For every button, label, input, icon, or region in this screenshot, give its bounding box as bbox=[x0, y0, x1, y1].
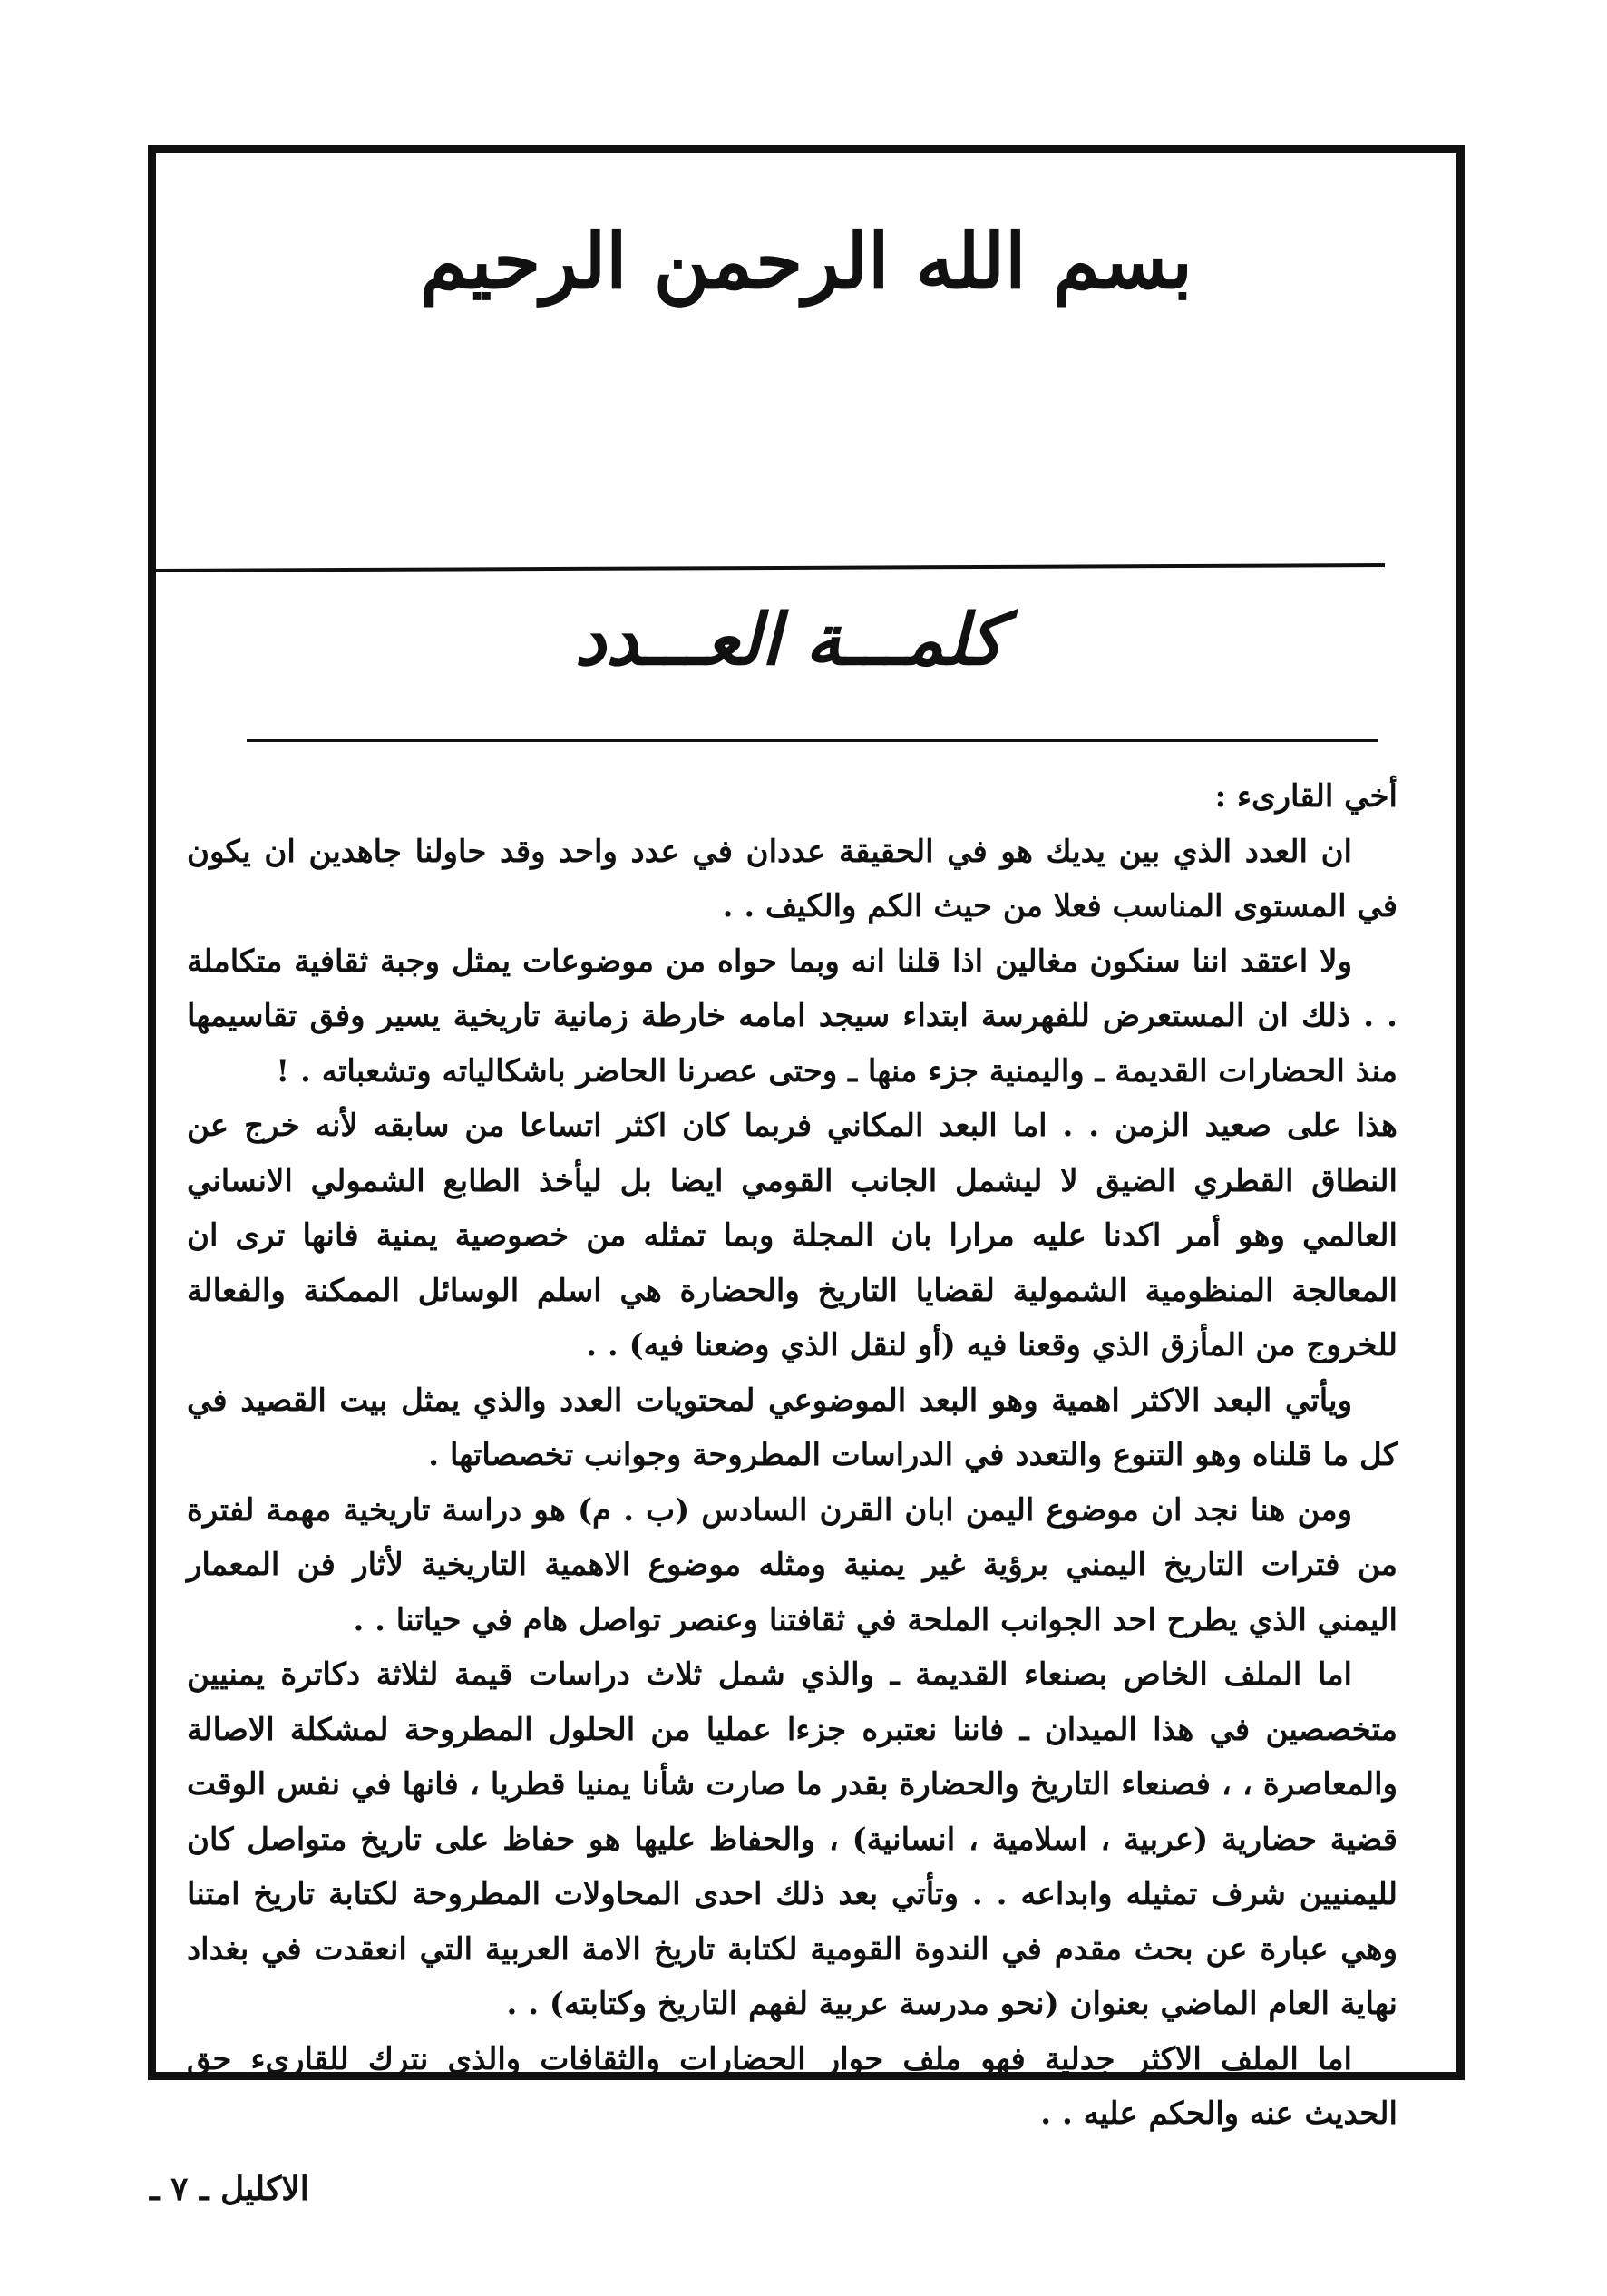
bottom-divider bbox=[247, 739, 1378, 742]
section-title: كلمـــة العـــدد bbox=[574, 599, 1004, 681]
paragraph-2: ولا اعتقد اننا سنكون مغالين اذا قلنا انه وبما حواه من موضوعات يمثل وجبة ثقافية متكاملة . . ذلك ان المستعرض للفهرسة ابتداء سيجد امامه خارطة زمانية تاريخية يسير وفق تقاسيمها منذ الحضارات القديمة ـ واليمنية جزء منها ـ وحتى عصرنا الحاضر باشكالياته وتشعباته . ! bbox=[187, 943, 1398, 1089]
paragraph-3: هذا على صعيد الزمن . . اما البعد المكاني فربما كان اكثر اتساعا من سابقه لأنه خرج عن النطاق القطري الضيق لا ليشمل الجانب القومي ايضا بل ليأخذ الطابع الشمولي الانساني العالمي وهو أمر اكدنا عليه مرارا بان المجلة وبما تمثله من خصوصية يمنية فانها ترى ان المعالجة المنظومية الشمولية لقضايا التاريخ والحضارة هي اسلم الوسائل الممكنة والفعالة للخروج من المأزق الذي وقعنا فيه (أو لنقل الذي وضعنا فيه) . . bbox=[187, 1108, 1398, 1363]
paragraph-4: ويأتي البعد الاكثر اهمية وهو البعد الموضوعي لمحتويات العدد والذي يمثل بيت القصيد في كل ما قلناه وهو التنوع والتعدد في الدراسات المطروحة وجوانب تخصصاتها . bbox=[187, 1382, 1398, 1473]
greeting-line: أخي القارىء : bbox=[1214, 778, 1398, 815]
article-body bbox=[187, 769, 1398, 2142]
paragraph-7: اما الملف الاكثر جدلية فهو ملف حوار الحضارات والثقافات والذي نترك للقارىء حق الحديث عنه والحكم عليه . . bbox=[187, 2040, 1398, 2132]
paragraph-5: ومن هنا نجد ان موضوع اليمن ابان القرن السادس (ب . م) هو دراسة تاريخية مهمة لفترة من فترات التاريخ اليمني برؤية غير يمنية ومثله موضوع الاهمية التاريخية لأثار فن المعمار اليمني الذي يطرح احد الجوانب الملحة في ثقافتنا وعنصر تواصل هام في حياتنا . . bbox=[187, 1491, 1398, 1638]
basmala-heading: بسم الله الرحمن الرحيم bbox=[420, 216, 1193, 306]
page-footer: الاكليل ـ ٧ ـ bbox=[150, 2170, 309, 2208]
paragraph-6: اما الملف الخاص بصنعاء القديمة ـ والذي شمل ثلاث دراسات قيمة لثلاثة دكاترة يمنيين متخصصين في هذا الميدان ـ فاننا نعتبره جزءا عمليا من الحلول المطروحة لمشكلة الاصالة والمعاصرة ، ، فصنعاء التاريخ والحضارة بقدر ما صارت شأنا يمنيا قطريا ، فانها في نفس الوقت قضية حضارية (عربية ، اسلامية ، انسانية) ، والحفاظ عليها هو حفاظ على تاريخ متواصل كان لليمنيين شرف تمثيله وابداعه . . وتأتي بعد ذلك احدى المحاولات المطروحة لكتابة تاريخ امتنا وهي عبارة عن بحث مقدم في الندوة القومية لكتابة تاريخ الامة العربية التي انعقدت في بغداد نهاية العام الماضي بعنوان (نحو مدرسة عربية لفهم التاريخ وكتابته) . . bbox=[187, 1656, 1398, 2022]
paragraph-1: ان العدد الذي بين يديك هو في الحقيقة عددان في عدد واحد وقد حاولنا جاهدين ان يكون في المستوى المناسب فعلا من حيث الكم والكيف . . bbox=[187, 833, 1398, 924]
